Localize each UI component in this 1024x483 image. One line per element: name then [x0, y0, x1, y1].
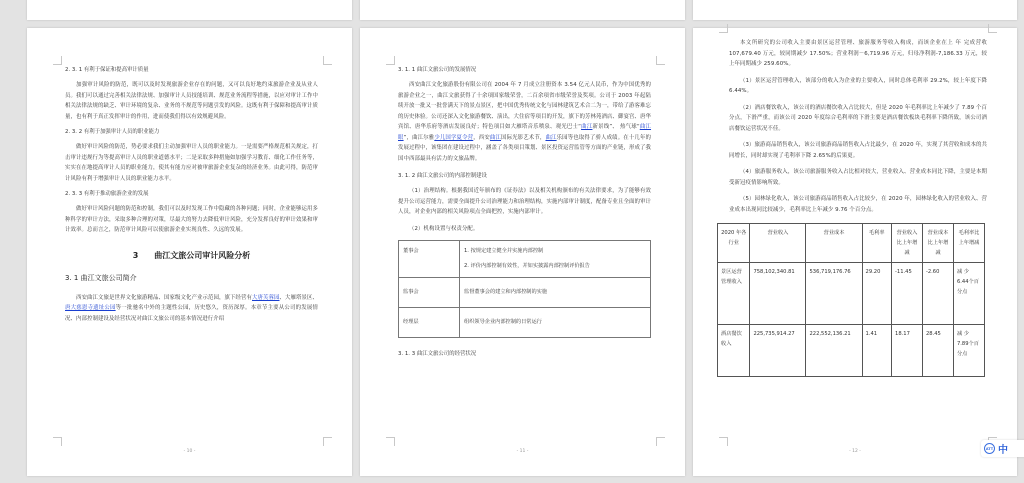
page-stub-upper-3: [693, 0, 1017, 20]
section-heading: 3. 1. 2 曲江文旅公司的内部控制建设: [398, 173, 487, 179]
margin-corner-mark: [386, 437, 395, 446]
table-cell: 28.45: [922, 325, 953, 377]
section-heading: 2. 3. 2 有利于加强审计人员的职业能力: [65, 129, 160, 135]
table-cell: 景区运营管理收入: [718, 263, 750, 325]
table-row: [399, 278, 651, 308]
table-header-row: [718, 224, 985, 263]
table-header-cell: 毛利率: [862, 224, 891, 263]
table-row: [718, 263, 985, 325]
document-page-10: [27, 28, 352, 476]
table-row: [718, 325, 985, 377]
text-run: 西安曲江文旅是世界文化旅游精品、国家级文化产业示范园，旗下经营有: [76, 294, 252, 301]
paragraph: （1）景区运营管理收入，该部分的收入为企业的主要收入，同时总体毛利率 29.2%，较上年度下降 6.44%。: [729, 77, 987, 94]
margin-corner-mark: [719, 437, 728, 446]
margin-corner-mark: [656, 56, 665, 65]
margin-corner-mark: [386, 56, 395, 65]
table-cell: 监事会: [399, 278, 460, 308]
text-run: 、大雁塔景区、: [279, 294, 318, 301]
paragraph: （1）治理结构。根据我国近年颁布的《证券法》以及相关机构颁布的有关法律要求，为了能够有效提升公司运营能力，需要全面提升公司治理能力和治理结构，实施内部审计制度，配备专业且全面的审计人员，对企业内部的相关风险项点全面把控，实施内部审计。: [398, 188, 651, 215]
table-header-cell: 营业成本: [806, 224, 862, 263]
hyperlink[interactable]: 唐大慈恩寺遗址公园: [65, 305, 116, 311]
margin-corner-mark: [53, 437, 62, 446]
table-header-cell: 营业收入: [750, 224, 806, 263]
hyperlink[interactable]: 曲江: [545, 134, 557, 141]
section-heading: 2. 3. 1 有利于保证和提高审计质量: [65, 67, 149, 73]
table-header-cell: 营业成本比上年增减: [922, 224, 953, 263]
paragraph: 本文所研究的公司收入主要由景区运营管理、旅游服务等收入构成，而该企业在上 年 完成营收 107,679.40 万元，较同期减少 17.50%；营业利润－6,719.96 万元，归母净利润-7,186.33 万元，较上年同期减少 259.60%。: [729, 40, 987, 67]
paragraph: [398, 80, 651, 164]
paragraph: （2）酒店餐饮收入，该公司的酒店餐饮收入占比较大，但是 2020 年毛利率比上年减少了 7.89 个百分点，下滑严重，而该公司 2020 年度综合毛利率的下滑主要是酒店餐饮板块毛利率下降所致，该公司酒店餐饮运营状况不佳。: [729, 104, 987, 132]
paragraph: （4）旅游服务收入，该公司旅游服务收入占比相对较大，营业收入、营业成本同比下降，主要是本期受新冠疫情影响所致。: [729, 169, 987, 186]
text-run: ，西安: [473, 134, 490, 141]
paragraph: 加强审计风险的防范，既可以及时发现旅游企业存在的问题，又可以良好地约束旅游企业及从业人员。我们可以通过完善相关法律法规、加强审计人员技能培训、规范业务流程等措施，以应对审计工作中相关法律法规的缺乏、审计环境的复杂、业务的不规范等问题引发的风险。这既有利于保障和提高审计质量，也有利于真正发挥审计的作用，进而使我们得以有效规避风险。: [65, 82, 318, 120]
page-number: - 12 -: [849, 449, 861, 454]
hyperlink[interactable]: 少儿国学夏令营: [434, 134, 474, 141]
text-run: 等一批驰名中外的主题性公园，历史悠久，资历深厚。本章节主要从公司的发展情况、内部控制建设及经营状况对曲江文旅公司的基本情况进行介绍: [65, 305, 318, 322]
table-cell: 18.17: [892, 325, 923, 377]
paragraph: 做好审计风险问题的防范和控制，我们可以及时发现工作中隐藏的各种问题；同时，企业能够运用多种科学的审计方法，采取多种合理的对策，尽最大的努力去降低审计风险，充分发挥良好的审计效果和审计效率。总而言之，防范审计风险可以使旅游企业实现良性、久远的发展。: [65, 206, 318, 233]
table-cell: 222,552,136.21: [806, 325, 862, 377]
section-heading: 2. 3. 3 有利于推动旅游企业的发展: [65, 191, 149, 197]
table-cell: 董事会: [399, 241, 460, 278]
paragraph: 做好审计风险的防范，势必要求我们主动加强审计人员的职业能力。一是需要严格规范相关规定，打击审计违规行为等提高审计人员的职业道德水平；二是采取多种措施如加强学习教育、细化工作任务等，实实在在地提高审计人员的职业能力，使其有能力应对被审旅游企业复杂的经济业务。由此可得，防范审计风险有利于增强审计人员的职业能力水平。: [65, 144, 318, 182]
text-run: 国际光影艺术节，: [501, 134, 546, 141]
table-cell: 225,735,914.27: [750, 325, 806, 377]
text-run: 新景线”、 热气球“: [592, 124, 640, 130]
ime-toolbar[interactable]: [981, 440, 1024, 457]
revenue-table: [717, 223, 985, 377]
document-page-12: [693, 28, 1017, 476]
table-row: [399, 241, 651, 278]
table-cell: 组织领导企业内部控制的日常运行: [460, 308, 651, 338]
table-cell: 1.41: [862, 325, 891, 377]
margin-corner-mark: [719, 24, 728, 33]
duty-item: 2. 评价内部控制有效性，并如实披露内部控制评价报告: [464, 263, 590, 269]
ime-language-toggle[interactable]: 中: [998, 445, 1008, 456]
subchapter-heading: 3. 1 曲江文旅公司简介: [65, 273, 137, 282]
paragraph: （5）园林绿化收入，该公司旅游商品销售收入占比较少，在 2020 年，园林绿化收入的营业收入、营业成本出现同比较减少，毛利率比上年减少 9.76 个百分点。: [729, 196, 987, 213]
margin-corner-mark: [323, 437, 332, 446]
table-header-cell: 2020 年各行业: [718, 224, 750, 263]
page-content: [65, 66, 318, 330]
table-cell: 经理层: [399, 308, 460, 338]
table-cell: [460, 241, 651, 278]
page-number: - 11 -: [516, 449, 529, 454]
table-cell: 29.20: [862, 263, 891, 325]
page-content: [398, 66, 651, 364]
hyperlink[interactable]: 曲江: [581, 124, 593, 130]
hyperlink[interactable]: 大唐芙蓉园: [252, 294, 280, 301]
hyperlink[interactable]: 曲江眼: [398, 124, 652, 141]
table-row: [399, 308, 651, 338]
table-cell: 酒店餐饮收入: [718, 325, 750, 377]
text-run: ”，曲江尔雅: [403, 134, 435, 141]
document-page-11: [360, 28, 685, 476]
paragraph: （2）机构设置与权责分配。: [409, 225, 479, 232]
page-content: [721, 38, 987, 377]
table-cell: 减 少 7.89个百分点: [953, 325, 984, 377]
paragraph: [65, 293, 318, 325]
chapter-title: 曲江文旅公司审计风险分析: [154, 250, 251, 260]
table-cell: 减 少 6.44个百分点: [953, 263, 984, 325]
table-cell: 监督董事会的建立和内部控制的实施: [460, 278, 651, 308]
section-heading: 3. 1. 1 曲江文旅公司的发展情况: [398, 67, 477, 73]
table-header-cell: 营业收入比上年增减: [892, 224, 923, 263]
table-cell: -2.60: [922, 263, 953, 325]
hyperlink[interactable]: 曲江: [489, 134, 502, 141]
ime-logo-icon[interactable]: ATT: [984, 443, 995, 454]
margin-corner-mark: [53, 56, 62, 65]
chapter-heading: [65, 250, 318, 261]
margin-corner-mark: [323, 56, 332, 65]
table-header-cell: 毛利率比上年增减: [953, 224, 984, 263]
table-cell: 536,719,176.76: [806, 263, 862, 325]
margin-corner-mark: [656, 437, 665, 446]
duty-item: 1. 按规定建立健全并实施内部控制: [464, 248, 544, 254]
text-run: 乐园等也取得了骄人成绩。在十几年的发展过程中，该集团在建设过程中，涵盖了各类项目策划、景区投资运营监管等方面的产业链，形成了我国中西部最具有活力的文旅品牌。: [398, 134, 651, 162]
margin-corner-mark: [988, 24, 997, 33]
page-stub-upper-2: [360, 0, 685, 20]
section-heading: 3. 1. 3 曲江文旅公司的经营状况: [398, 351, 477, 357]
table-cell: -11.45: [892, 263, 923, 325]
page-number: - 10 -: [183, 449, 196, 454]
text-run: 西安曲江文化旅游股份有限公司在 2004 年 7 月成立注册资本 3.54 亿元人民币，作为中国优秀的旅游企业之一，曲江文旅获得了十余项国家级荣誉，二百余项省市级荣誉及奖项。公司于 2003 年起陆续开放一批又一批誉满天下的景点景区，把中国优秀传统文化与园林建筑艺术合二为一，带给了游客难忘的历史体验。公司还深入文化旅游餐饮、演出，大住宿等项目的开发，旗下的芳林苑酒店、御宴宫、唐华宾馆、唐华乐府等酒店发展良好；特色项目如大雁塔音乐喷泉、观光巴士“: [398, 82, 651, 130]
chapter-number: 3: [132, 250, 139, 260]
paragraph: （3）旅游商品销售收入，该公司旅游商品销售收入占比最少，在 2020 年，实现了其营收和成本的共同增长，同时却实现了毛利率下降 2.65%的后果更。: [729, 142, 987, 159]
table-cell: 758,102,340.81: [750, 263, 806, 325]
internal-control-table: [398, 240, 651, 338]
page-stub-upper-1: [27, 0, 352, 20]
